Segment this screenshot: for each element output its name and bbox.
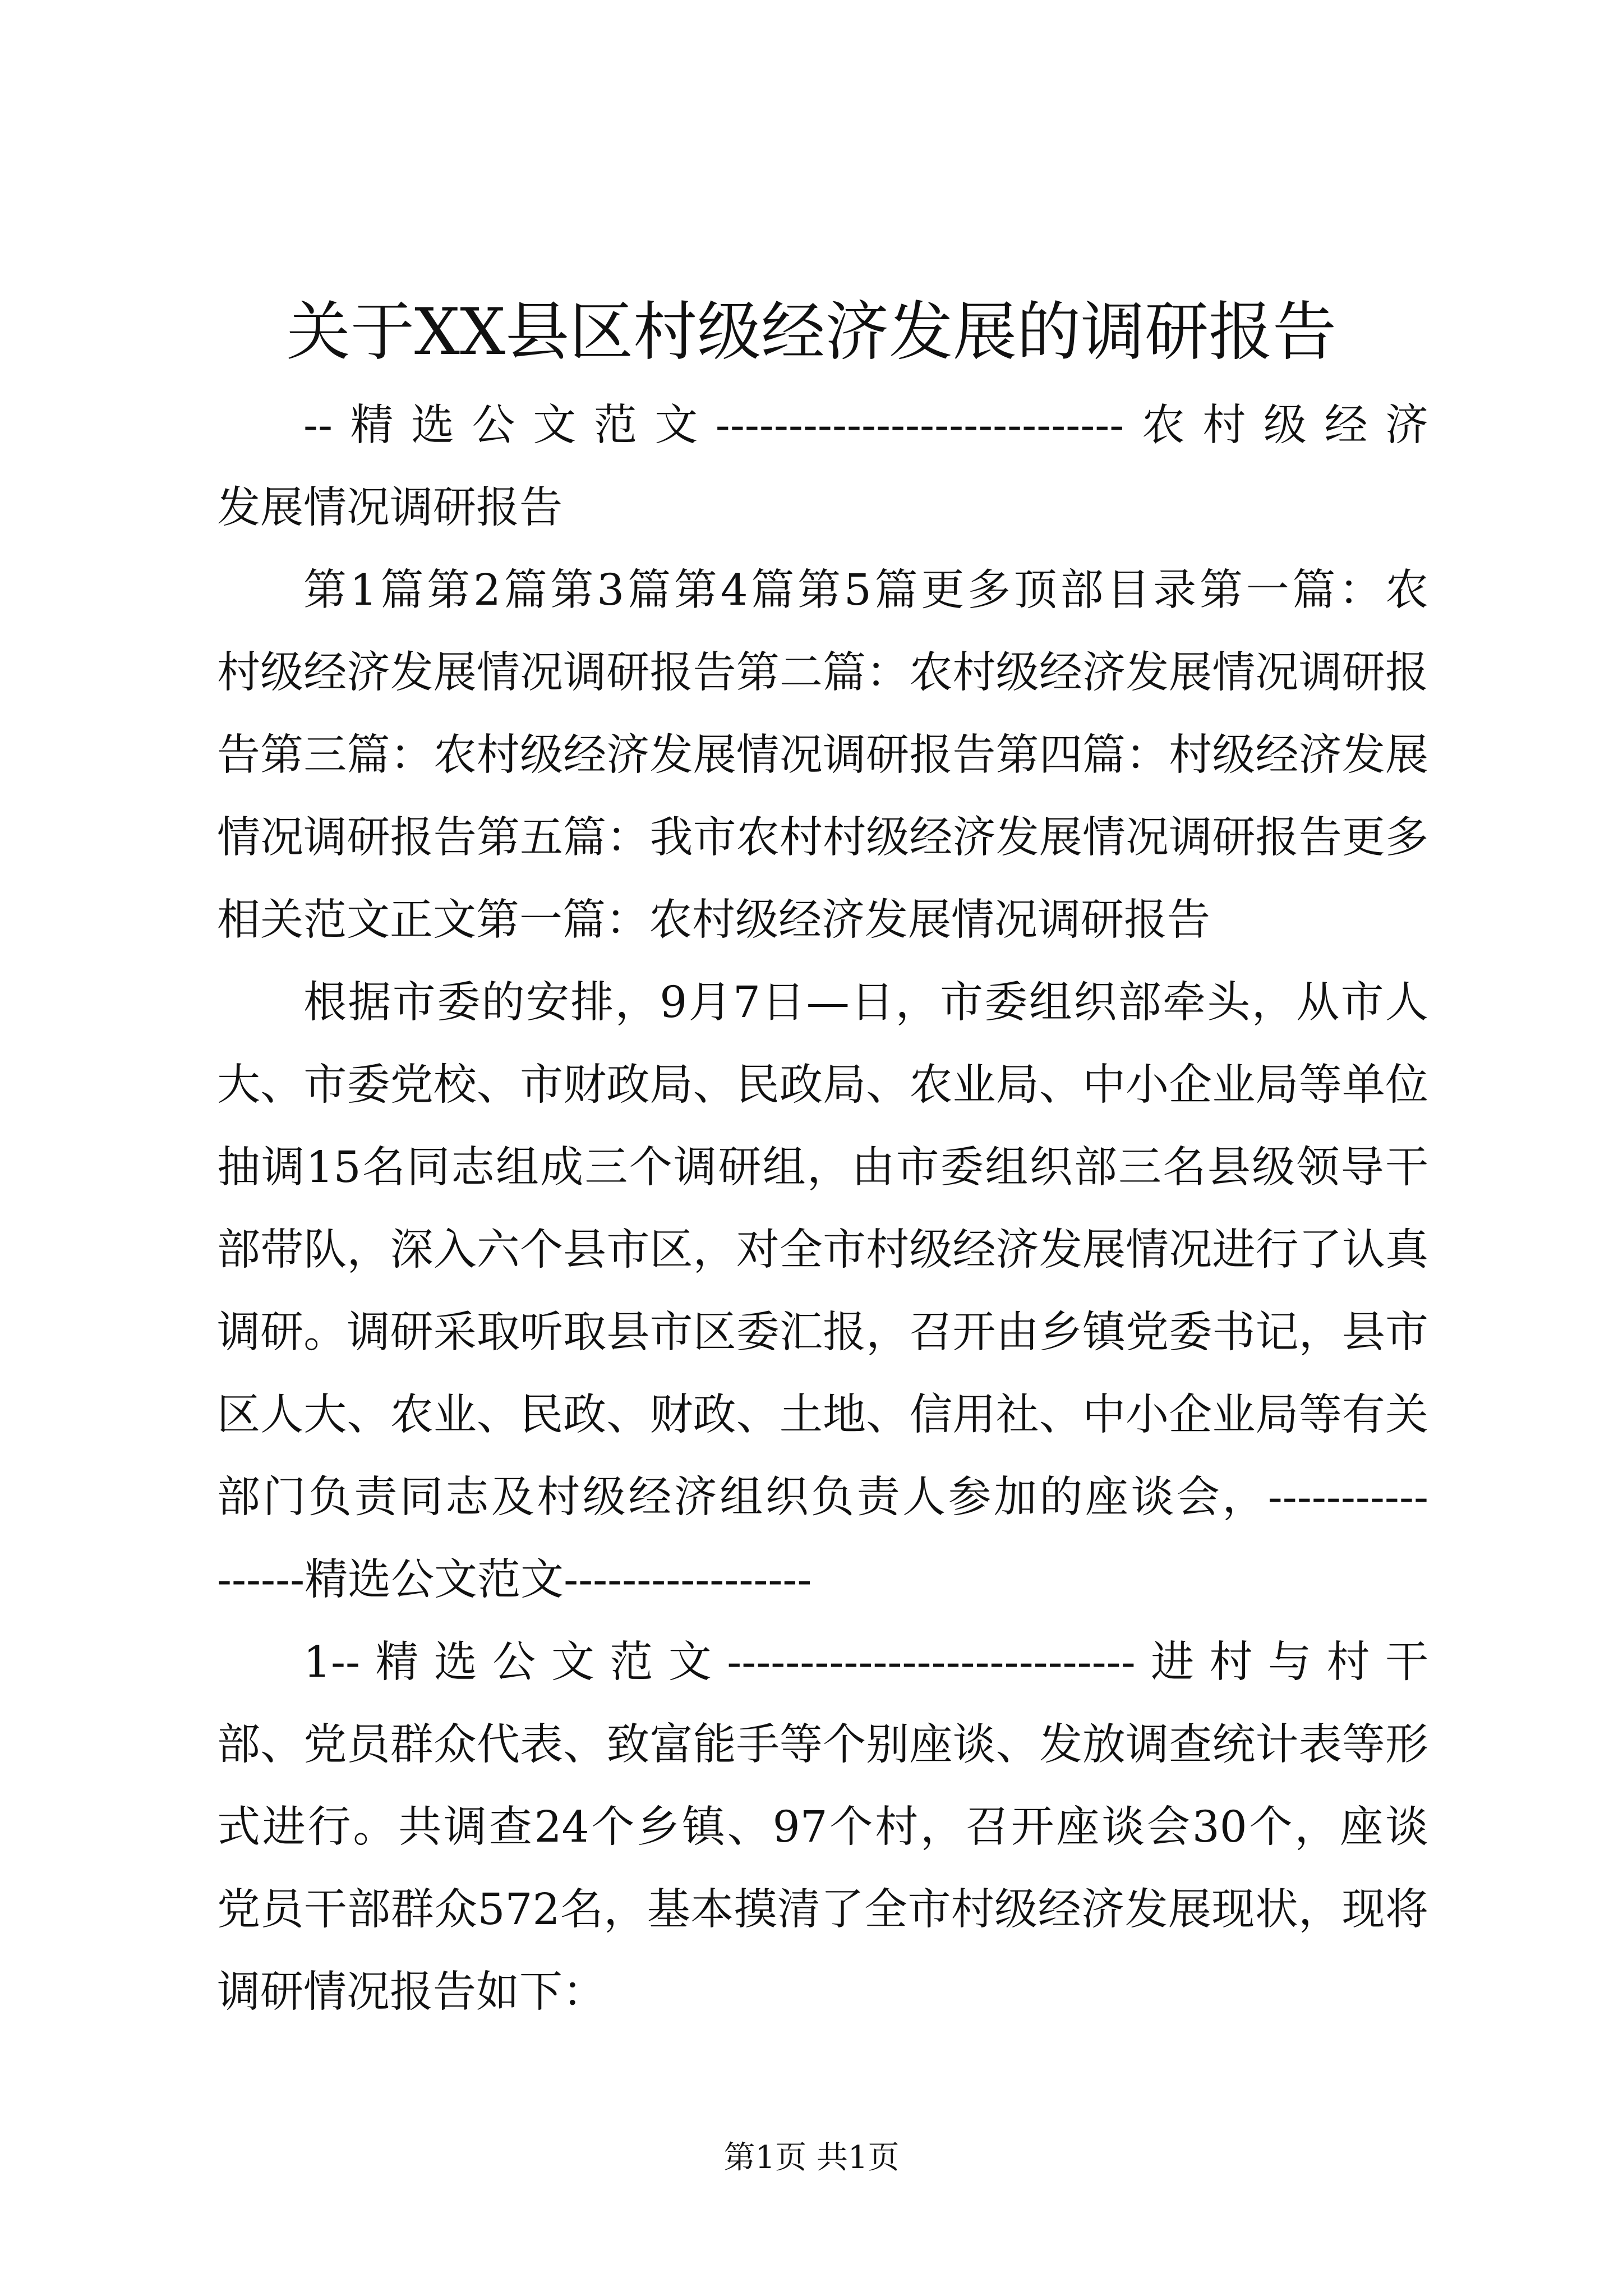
body-line: 发展情况调研报告 <box>217 483 562 533</box>
body-line: 大、市委党校、市财政局、民政局、农业局、中小企业局等单位 <box>217 1060 1428 1110</box>
body-line: ------精选公文范文----------------- <box>217 1555 812 1605</box>
document-body <box>217 384 1428 2033</box>
body-line: 部门负责同志及村级经济组织负责人参加的座谈会，----------- <box>217 1473 1428 1522</box>
body-line: 部、党员群众代表、致富能手等个别座谈、发放调查统计表等形 <box>217 1720 1428 1770</box>
body-line: 部带队，深入六个县市区，对全市村级经济发展情况进行了认真 <box>217 1225 1428 1275</box>
paragraph-survey-summary <box>217 1621 1428 2033</box>
document-title: 关于XX县区村级经济发展的调研报告 <box>286 295 1337 369</box>
body-line: 区人大、农业、民政、财政、土地、信用社、中小企业局等有关 <box>217 1390 1428 1440</box>
page-number-footer: 第1页 共1页 <box>723 2139 900 2176</box>
body-line: 调研情况报告如下： <box>217 1967 606 2017</box>
body-line: 式进行。共调查24个乡镇、97个村，召开座谈会30个，座谈 <box>217 1802 1428 1852</box>
body-line: 情况调研报告第五篇：我市农村村级经济发展情况调研报告更多 <box>217 813 1428 863</box>
body-line: 相关范文正文第一篇：农村级经济发展情况调研报告 <box>217 895 1210 945</box>
body-line: 抽调15名同志组成三个调研组，由市委组织部三名县级领导干 <box>217 1143 1428 1193</box>
body-line: 调研。调研采取听取县市区委汇报，召开由乡镇党委书记，县市 <box>217 1308 1428 1358</box>
body-line: --精选公文范文----------------------------农村级经济 <box>303 401 1428 450</box>
body-line: 根据市委的安排，9月7日—日，市委组织部牵头，从市人 <box>303 978 1428 1028</box>
body-line: 党员干部群众572名，基本摸清了全市村级经济发展现状，现将 <box>217 1885 1428 1935</box>
paragraph-background <box>217 961 1428 1621</box>
body-line: 1--精选公文范文----------------------------进村与村干 <box>303 1637 1428 1687</box>
body-line: 第1篇第2篇第3篇第4篇第5篇更多顶部目录第一篇：农 <box>303 565 1428 615</box>
body-line: 村级经济发展情况调研报告第二篇：农村级经济发展情况调研报 <box>217 648 1428 698</box>
paragraph-table-of-contents <box>217 549 1428 961</box>
body-line: 告第三篇：农村级经济发展情况调研报告第四篇：村级经济发展 <box>217 730 1428 780</box>
paragraph-header-note <box>217 384 1428 549</box>
